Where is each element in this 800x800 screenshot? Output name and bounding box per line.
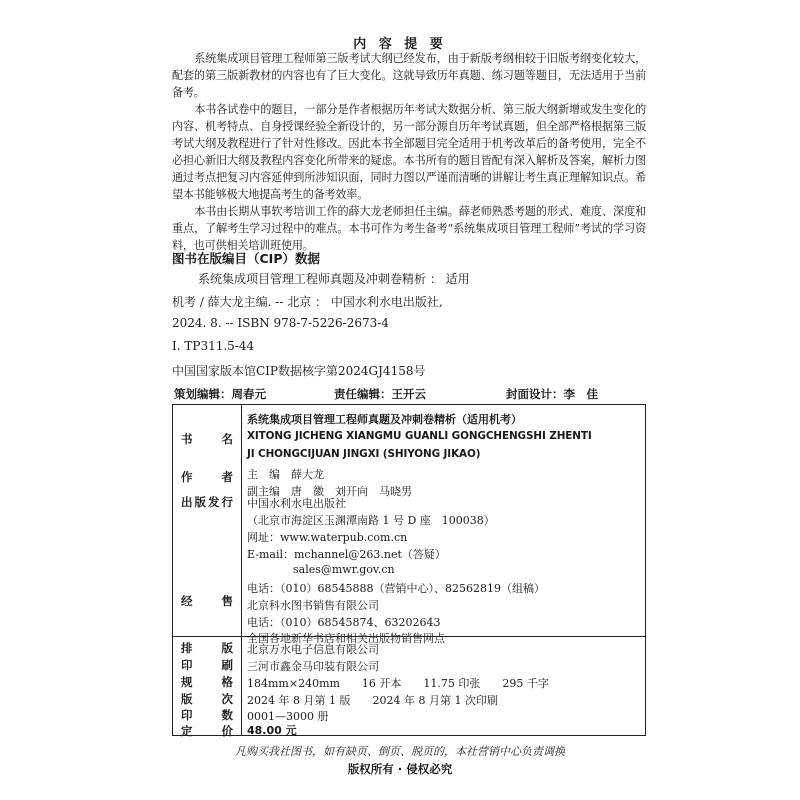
copyright-notice: 版权所有 · 侵权必究 [347, 762, 453, 776]
publisher-email-2: sales@mwr.gov.cn [293, 563, 395, 576]
edition-label: 版 次 [181, 692, 233, 706]
cover-designer: 封面设计：李 佳 [506, 387, 598, 401]
deputy-editors: 副主编 唐 徽 刘开向 马晓男 [247, 485, 412, 498]
printing-label: 印 刷 [181, 658, 233, 672]
price-label: 定 价 [181, 724, 233, 738]
publisher-phone: 电话：（010）68545888（营销中心）、82562819（组稿） [247, 582, 545, 595]
publisher-label: 出版发行 [181, 495, 233, 509]
print-run: 0001—3000 册 [247, 710, 329, 723]
book-title-pinyin-2: JI CHONGCIJUAN JINGXI (SHIYONG JIKAO) [247, 448, 481, 460]
cip-line-2: 机考 / 薛大龙主编. -- 北京 ： 中国水利水电出版社, [172, 295, 443, 309]
printer: 三河市鑫金马印装有限公司 [247, 660, 379, 673]
book-title: 系统集成项目管理工程师真题及冲刺卷精析（适用机考） [247, 413, 522, 426]
publisher-email: E-mail：mchannel@263.net（答疑） [247, 548, 446, 561]
author-label: 作 者 [181, 470, 233, 484]
edition: 2024 年 8 月第 1 版 2024 年 8 月第 1 次印刷 [247, 694, 498, 707]
publisher-website: 网址：www.waterpub.com.cn [247, 531, 408, 544]
typesetter: 北京万水电子信息有限公司 [247, 643, 379, 656]
publisher-name: 中国水利水电出版社 [247, 497, 346, 510]
column-divider [241, 405, 242, 735]
responsible-editor: 责任编辑：王开云 [334, 387, 426, 401]
cip-line-1: 系统集成项目管理工程师真题及冲刺卷精析 ： 适用 [198, 272, 470, 286]
chief-editor: 主 编 薛大龙 [247, 468, 324, 481]
summary-paragraph-3: 本书由长期从事软考培训工作的薛大龙老师担任主编。薛老师熟悉考题的形式、难度、深度和重点，了解考生学习过程中的难点。本书可作为考生备考“系统集成项目管理工程师”考试的学习资料，也可供相关培训班使用。 [172, 205, 646, 252]
price: 48.00 元 [247, 724, 297, 737]
distribution-label: 经 售 [181, 594, 233, 608]
replacement-notice: 凡购买我社图书，如有缺页、倒页、脱页的，本社营销中心负责调换 [235, 745, 565, 758]
spec-label: 规 格 [181, 675, 233, 689]
publisher-address: （北京市海淀区玉渊潭南路 1 号 D 座 100038） [247, 514, 495, 527]
typeset-label: 排 版 [181, 641, 233, 655]
copies-label: 印 数 [181, 708, 233, 722]
cip-line-4: Ⅰ. TP311.5-44 [172, 339, 255, 353]
title-label: 书 名 [181, 432, 233, 446]
cip-line-5: 中国国家版本馆CIP数据核字第2024GJ4158号 [172, 364, 426, 378]
cip-line-3: 2024. 8. -- ISBN 978-7-5226-2673-4 [172, 316, 389, 330]
summary-text [172, 50, 646, 254]
distributor-name: 北京科水图书销售有限公司 [247, 599, 379, 612]
book-title-pinyin-1: XITONG JICHENG XIANGMU GUANLI GONGCHENGSHI ZHENTI [247, 430, 592, 442]
specification: 184mm×240mm 16 开本 11.75 印张 295 千字 [247, 677, 549, 690]
distributor-phone: 电话：（010）68545874、63202643 [247, 616, 441, 629]
cip-heading: 图书在版编目（CIP）数据 [172, 251, 320, 266]
summary-paragraph-2: 本书各试卷中的题目，一部分是作者根据历年考试大数据分析、第三版大纲新增或发生变化的内容、机考特点、自身授课经验全新设计的，另一部分源自历年考试真题，但全部严格根据第三版考试大纲及教程进行了针对性修改。因此本书全部题目完全适用于机考改革后的备考使用，完全不必担心新旧大纲及教程内容变化所带来的疑虑。本书所有的题目皆配有深入解析及答案，解析力图通过考点把复习内容延伸到所涉知识面，同时力图以严谨而清晰的讲解让考生真正理解知识点。希望本书能够极大地提高考生的备考效率。 [172, 103, 646, 201]
summary-paragraph-1: 系统集成项目管理工程师第三版考试大纲已经发布，由于新版考纲相较于旧版考纲变化较大，配套的第三版新教材的内容也有了巨大变化。这就导致历年真题、练习题等题目，无法适用于当前备考。 [172, 52, 646, 99]
planning-editor: 策划编辑：周春元 [174, 387, 266, 401]
distributor-network: 全国各地新华书店和相关出版物销售网点 [247, 632, 445, 645]
summary-title: 内 容 提 要 [353, 37, 447, 52]
book-info-table [172, 404, 646, 736]
